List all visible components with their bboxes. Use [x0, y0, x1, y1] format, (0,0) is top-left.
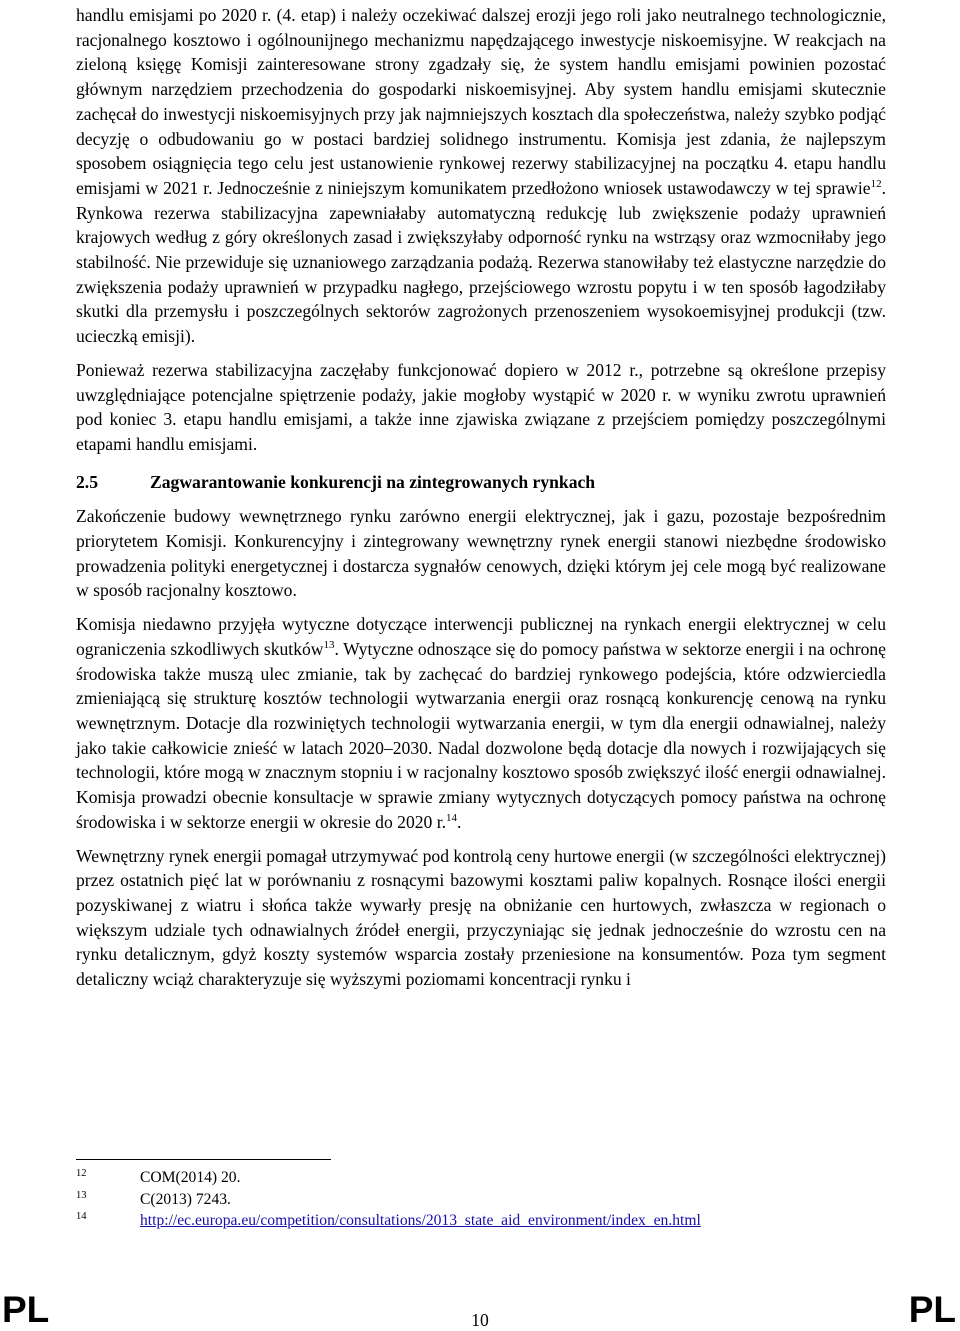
footnote-14 — [76, 1210, 886, 1232]
paragraph-1-text-a: handlu emisjami po 2020 r. (4. etap) i należy oczekiwać dalszej erozji jego roli jako neutralnego technologicznie, racjonalnego kosztowo i ogólnounijnego mechanizmu napędzającego inwestycje niskoemisyjne. W reakcjach na zieloną księgę Komisji zainteresowane strony zgadzały się, że system handlu emisjami powinien pozostać głównym narzędziem przechodzenia do gospodarki niskoemisyjnej. Aby system handlu emisjami skutecznie zachęcał do inwestycji niskoemisyjnych przy jak najmniejszych kosztach dla społeczeństwa, należy szybko podjąć decyzję o odbudowaniu go w postaci bardziej solidnego instrumentu. Komisja jest zdania, że najlepszym sposobem osiągnięcia tego celu jest ustanowienie rynkowej rezerwy stabilizacyjnej na początku 4. etapu handlu emisjami w 2021 r. Jednocześnie z niniejszym komunikatem przedłożono wniosek ustawodawczy w tej sprawie — [76, 5, 886, 198]
paragraph-4 — [76, 612, 886, 834]
footnote-text: C(2013) 7243. — [140, 1190, 231, 1208]
section-title: Zagwarantowanie konkurencji na zintegrowanych rynkach — [150, 471, 596, 492]
paragraph-2: Ponieważ rezerwa stabilizacyjna zaczęłaby funkcjonować dopiero w 2012 r., potrzebne są określone przepisy uwzględniające potencjalne spiętrzenie podaży, jakie mogłoby wystąpić w 2020 r. w wyniku zwrotu uprawnień pod koniec 3. etapu handlu emisjami, a także inne zjawiska związane z przejściem pomiędzy poszczególnymi etapami handlu emisjami. — [76, 359, 886, 454]
footnote-link[interactable]: http://ec.europa.eu/competition/consultations/2013_state_aid_environment/index_en.html — [140, 1212, 701, 1229]
footnote-ref-13[interactable]: 13 — [323, 639, 335, 652]
footer-language-left: PL — [2, 1289, 50, 1330]
paragraph-4-text-a: Komisja niedawno przyjęła wytyczne dotyczące interwencji publicznej na rynkach energii elektrycznej w celu ograniczenia szkodliwych skutków — [76, 614, 886, 659]
section-number: 2.5 — [76, 471, 98, 492]
footnote-number: 12 — [76, 1168, 87, 1179]
footnote-number: 14 — [76, 1211, 87, 1222]
page-content — [76, 3, 886, 992]
paragraph-4-text-c: . — [457, 811, 462, 832]
footnote-number: 13 — [76, 1189, 87, 1201]
footnote-ref-14[interactable]: 14 — [446, 811, 458, 824]
section-heading — [76, 470, 886, 495]
paragraph-4-text-b: . Wytyczne odnoszące się do pomocy państwa w sektorze energii i na ochronę środowiska także muszą ulec zmianie, tak by zachęcać do bardziej rynkowego podejścia, które odzwierciedla zmieniającą się strukturę kosztów technologii wytwarzania energii oraz rosnącą konkurencję cenową na rynku wewnętrznym. Dotacje dla rozwiniętych technologii wytwarzania energii, w tym dla energii odnawialnej, należy jako takie całkowicie znieść w latach 2020–2030. Nadal dozwolone będą dotacje dla nowych i rozwijających się technologii, które mogą w znacznym stopniu i w racjonalny kosztowo sposób zwiększyć ilość energii odnawialnej. Komisja prowadzi obecnie konsultacje w sprawie zmiany wytycznych dotyczących pomocy państwa na ochronę środowiska i w sektorze energii w okresie do 2020 r. — [76, 638, 886, 832]
paragraph-1-text-b: . Rynkowa rezerwa stabilizacyjna zapewniałaby automatyczną redukcję lub zwiększenie podaży uprawnień krajowych według z góry określonych zasad i zwiększyłaby odporność rynku na wstrząsy oraz wzmocniłaby jego stabilność. Nie przewiduje się uznaniowego zarządzania podażą. Rezerwa stanowiłaby też elastyczne narzędzie do zwiększenia podaży uprawnień w przypadku nagłego, przejściowego wzrostu popytu i w ten sposób łagodziłaby skutki dla przemysłu i poszczególnych sektorów zagrożonych przenoszeniem wysokoemisyjnej produkcji (tzw. ucieczką emisji). — [76, 177, 886, 347]
paragraph-1 — [76, 3, 886, 349]
paragraph-5: Wewnętrzny rynek energii pomagał utrzymywać pod kontrolą ceny hurtowe energii (w szczególności elektrycznej) przez ostatnich pięć lat w porównaniu z rosnącymi bazowymi kosztami paliw kopalnych. Rosnące ilości energii pozyskiwanej z wiatru i słońca także wywarły presję na obniżanie cen hurtowych, zwłaszcza w regionach o większym udziale tych odnawialnych źródeł energii, przyczyniając się jednak jednocześnie do wzrostu cen na rynku detalicznym, gdyż koszty systemów wsparcia zostały przeniesione na konsumentów. Poza tym segment detaliczny wciąż charakteryzuje się wyższymi poziomami koncentracji rynku i — [76, 845, 886, 990]
footnote-separator — [76, 1159, 331, 1160]
footer-language-right: PL — [908, 1289, 956, 1330]
footnote-12 — [76, 1167, 886, 1189]
footnote-ref-12[interactable]: 12 — [870, 178, 882, 191]
paragraph-3: Zakończenie budowy wewnętrznego rynku zarówno energii elektrycznej, jak i gazu, pozostaje bezpośrednim priorytetem Komisji. Konkurencyjny i zintegrowany wewnętrzny rynek energii stanowi niezbędne środowisko prowadzenia polityki energetycznej i dostarcza sygnałów cenowych, dzięki którym jej cele mogą być realizowane w sposób racjonalny kosztowo. — [76, 506, 886, 601]
footnote-13 — [76, 1189, 886, 1211]
page-number: 10 — [471, 1310, 489, 1330]
footnote-text: COM(2014) 20. — [140, 1169, 241, 1186]
footnotes — [76, 1167, 886, 1232]
